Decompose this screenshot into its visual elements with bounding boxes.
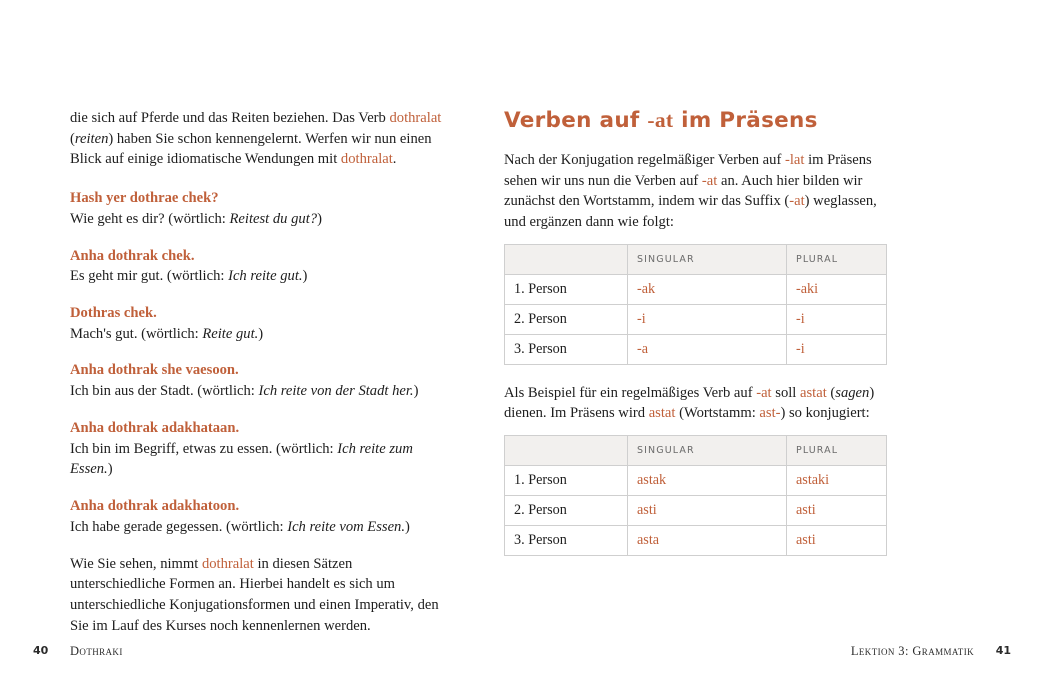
gloss-paren-close: )	[107, 461, 113, 478]
gloss-plain: Es geht mir gut.	[70, 268, 164, 285]
cell-plural: asti	[787, 526, 887, 556]
term-lat: -lat	[784, 151, 805, 168]
right-page-column	[504, 108, 887, 647]
example-gloss	[70, 324, 450, 345]
table-row	[505, 304, 887, 334]
example-item	[70, 303, 450, 344]
table-row	[505, 274, 887, 304]
paragraph-lat-intro	[504, 150, 887, 233]
example-dothraki: Anha dothrak she vaesoon.	[70, 362, 239, 379]
gloss-plain: Wie geht es dir?	[70, 210, 165, 227]
cell-singular: -i	[628, 304, 787, 334]
gloss-literal: Reite gut.	[202, 325, 259, 342]
gloss-literal: Reitest du gut?	[229, 210, 318, 227]
suffix-table	[504, 244, 887, 365]
astat-table-head	[505, 436, 887, 466]
p1-part2: im Präsens sehen wir uns nun die Verben auf	[504, 151, 872, 189]
folio-left: 40	[33, 644, 49, 657]
term-at-1: -at	[701, 172, 718, 189]
term-astat-1: astat	[800, 384, 827, 401]
gloss-literal: Ich reite von der Stadt her.	[258, 383, 414, 400]
page-footer	[0, 644, 1044, 660]
intro-paragraph	[70, 108, 450, 170]
cell-plural: -i	[787, 334, 887, 364]
cell-plural: -i	[787, 304, 887, 334]
table-row	[505, 334, 887, 364]
gloss-plain: Ich habe gerade gegessen.	[70, 518, 223, 535]
p1-part1: Nach der Konjugation regelmäßiger Verben auf	[504, 151, 785, 168]
p2-part3: (	[826, 384, 836, 401]
running-head-left: Dothraki	[70, 644, 123, 658]
p2-part4: ) dienen. Im Präsens wird	[504, 384, 875, 422]
example-gloss	[70, 439, 450, 480]
gloss-plain: Ich bin aus der Stadt.	[70, 383, 194, 400]
p1-part3: an. Auch hier bilden wir zunächst den Wortstamm, indem wir das Suffix (	[504, 172, 863, 210]
example-dothraki: Dothras chek.	[70, 305, 157, 322]
table-row	[505, 526, 887, 556]
gloss-plain: Ich bin im Begriff, etwas zu essen.	[70, 440, 273, 457]
cell-singular: asta	[628, 526, 787, 556]
cell-person: 2. Person	[505, 304, 628, 334]
gloss-paren-open: (wörtlich:	[193, 383, 259, 400]
suffix-table-body	[505, 274, 887, 364]
gloss-paren-close: )	[405, 518, 410, 535]
term-dothralat-2: dothralat	[340, 151, 393, 168]
example-item	[70, 418, 450, 480]
left-page-column	[70, 108, 450, 647]
cell-singular: astak	[628, 466, 787, 496]
cell-person: 1. Person	[505, 274, 628, 304]
intro-text-part4: .	[392, 151, 397, 168]
intro-italic-reiten: reiten	[74, 130, 109, 147]
table-header-row	[505, 244, 887, 274]
example-gloss	[70, 209, 450, 230]
term-dothralat-3: dothralat	[201, 555, 254, 572]
header-plural: PLURAL	[787, 244, 887, 274]
gloss-literal: Ich reite zum Essen.	[70, 440, 413, 478]
section-heading-main: Verben auf	[504, 108, 648, 133]
header-singular: SINGULAR	[628, 244, 787, 274]
gloss-paren-open: (wörtlich:	[163, 268, 229, 285]
cell-singular: -ak	[628, 274, 787, 304]
gloss-paren-open: (wörtlich:	[137, 325, 203, 342]
running-head-right: Lektion 3: Grammatik	[850, 644, 974, 658]
term-ast-stem: ast-	[759, 405, 781, 422]
astat-table-body	[505, 466, 887, 556]
cell-person: 1. Person	[505, 466, 628, 496]
example-dothraki: Anha dothrak adakhatoon.	[70, 498, 240, 515]
gloss-literal: Ich reite vom Essen.	[287, 518, 405, 535]
intro-text-part2: (	[70, 130, 75, 147]
intro-text-part1: die sich auf Pferde und das Reiten beziehen. Das Verb	[70, 110, 390, 126]
cell-person: 2. Person	[505, 496, 628, 526]
astat-conjugation-table	[504, 435, 887, 556]
folio-right: 41	[995, 644, 1011, 657]
term-at-2: -at	[789, 193, 805, 210]
gloss-paren-close: )	[258, 325, 264, 342]
header-plural: PLURAL	[787, 436, 887, 466]
p2-part1: Als Beispiel für ein regelmäßiges Verb auf	[504, 384, 757, 401]
example-gloss	[70, 517, 450, 538]
cell-singular: -a	[628, 334, 787, 364]
example-dothraki: Anha dothrak chek.	[70, 247, 195, 264]
term-dothralat-1: dothralat	[389, 110, 442, 126]
term-at-3: -at	[756, 384, 772, 401]
table-row	[505, 466, 887, 496]
cell-plural: astaki	[787, 466, 887, 496]
cell-plural: -aki	[787, 274, 887, 304]
example-dothraki: Anha dothrak adakhataan.	[70, 419, 240, 436]
p2-italic-sagen: sagen	[835, 384, 870, 401]
example-item	[70, 360, 450, 401]
section-heading-tail: im Präsens	[673, 108, 818, 133]
suffix-table-head	[505, 244, 887, 274]
gloss-paren-open: (wörtlich:	[164, 210, 230, 227]
gloss-paren-close: )	[302, 268, 308, 285]
gloss-paren-close: )	[317, 210, 322, 227]
closing-paragraph	[70, 554, 450, 637]
gloss-paren-close: )	[413, 383, 419, 400]
example-gloss	[70, 381, 450, 402]
example-item	[70, 496, 450, 537]
table-row	[505, 496, 887, 526]
example-item	[70, 188, 450, 229]
example-gloss	[70, 266, 450, 287]
gloss-plain: Mach's gut.	[70, 325, 138, 342]
header-blank	[505, 244, 628, 274]
section-heading-suffix: -at	[647, 108, 674, 132]
cell-singular: asti	[628, 496, 787, 526]
header-blank	[505, 436, 628, 466]
p2-part5: (Wortstamm:	[675, 405, 760, 422]
section-heading	[504, 108, 887, 134]
paragraph-astat-example	[504, 383, 887, 424]
gloss-literal: Ich reite gut.	[228, 268, 303, 285]
closing-text-part2: in diesen Sätzen unterschiedliche Formen an. Hierbei handelt es sich um unterschiedliche Konjugationsformen und einen Imperativ, den Sie im Lauf des Kurses noch kennenlernen werden.	[70, 555, 439, 634]
header-singular: SINGULAR	[628, 436, 787, 466]
closing-text-part1: Wie Sie sehen, nimmt	[70, 555, 202, 572]
p1-part4: ) weglassen, und ergänzen dann wie folgt:	[504, 193, 877, 230]
p2-part6: ) so konjugiert:	[780, 405, 870, 422]
example-dothraki: Hash yer dothrae chek?	[70, 190, 219, 207]
example-item	[70, 246, 450, 287]
cell-person: 3. Person	[505, 334, 628, 364]
gloss-paren-open: (wörtlich:	[272, 440, 338, 457]
p2-part2: soll	[771, 384, 801, 401]
example-list	[70, 188, 450, 537]
term-astat-2: astat	[648, 405, 676, 422]
cell-person: 3. Person	[505, 526, 628, 556]
cell-plural: asti	[787, 496, 887, 526]
table-header-row	[505, 436, 887, 466]
intro-text-part3: ) haben Sie schon kennengelernt. Werfen wir nun einen Blick auf einige idiomatische Wendungen mit	[70, 130, 432, 168]
gloss-paren-open: (wörtlich:	[222, 518, 288, 535]
